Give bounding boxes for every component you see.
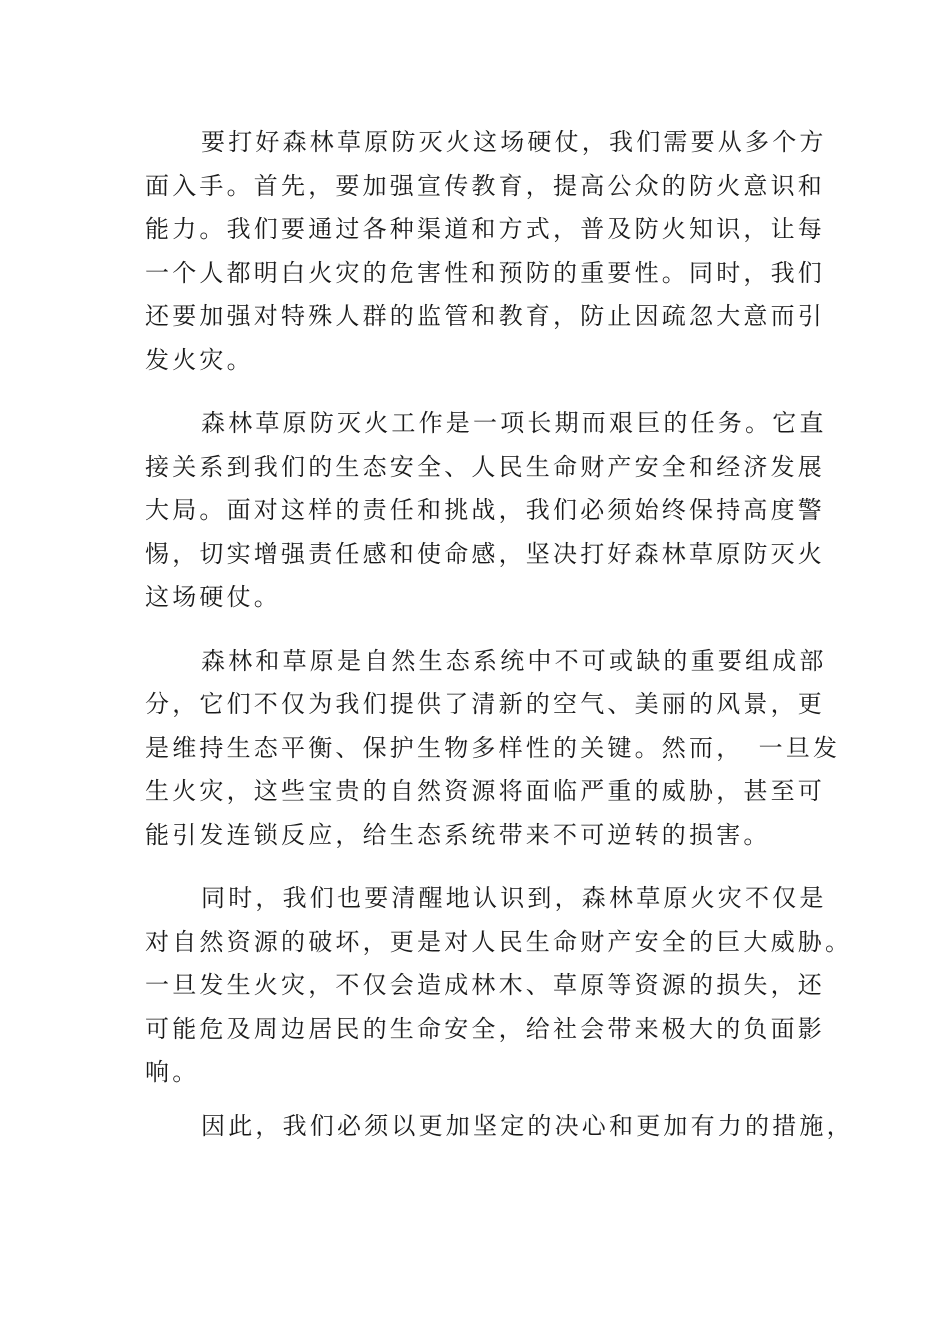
paragraph-line: 一个人都明白火灾的危害性和预防的重要性。同时，我们: [145, 258, 825, 287]
paragraph-line: 要打好森林草原防灭火这场硬仗，我们需要从多个方: [201, 128, 827, 156]
paragraph-line: 一旦发生火灾，不仅会造成林木、草原等资源的损失，还: [145, 971, 825, 999]
paragraph-line: 还要加强对特殊人群的监管和教育，防止因疏忽大意而引: [145, 302, 825, 330]
paragraph-1: [145, 121, 830, 382]
paragraph-line: 森林和草原是自然生态系统中不可或缺的重要组成部: [201, 646, 827, 675]
paragraph-line: 大局。面对这样的责任和挑战，我们必须始终保持高度警: [145, 496, 825, 524]
paragraph-line: 对自然资源的破坏，更是对人民生命财产安全的巨大威胁。: [145, 927, 853, 956]
paragraph-line: 响。: [145, 1058, 200, 1086]
paragraph-3: [145, 640, 841, 858]
paragraph-2: [145, 402, 830, 620]
paragraph-line: 分，它们不仅为我们提供了清新的空气、美丽的风景，更: [145, 690, 825, 718]
paragraph-line: 面入手。首先，要加强宣传教育，提高公众的防火意识和: [145, 171, 825, 200]
paragraph-line: 可能危及周边居民的生命安全，给社会带来极大的负面影: [145, 1014, 825, 1043]
paragraph-4: [145, 877, 853, 1095]
paragraph-line: 这场硬仗。: [145, 583, 281, 611]
paragraph-5: [145, 1105, 854, 1149]
paragraph-line: 生火灾，这些宝贵的自然资源将面临严重的威胁，甚至可: [145, 777, 825, 805]
paragraph-line: 发火灾。: [145, 345, 254, 374]
paragraph-line: 能引发连锁反应，给生态系统带来不可逆转的损害。: [145, 820, 771, 849]
paragraph-line: 接关系到我们的生态安全、人民生命财产安全和经济发展: [145, 452, 825, 481]
document-body: [145, 121, 854, 1148]
paragraph-line: 惕，切实增强责任感和使命感，坚决打好森林草原防灭火: [145, 539, 825, 568]
paragraph-line: 是维持生态平衡、保护生物多样性的关键。然而， 一旦发: [145, 733, 841, 762]
paragraph-line: 因此，我们必须以更加坚定的决心和更加有力的措施，: [201, 1111, 854, 1140]
paragraph-line: 森林草原防灭火工作是一项长期而艰巨的任务。它直: [201, 409, 827, 437]
paragraph-line: 同时，我们也要清醒地认识到，森林草原火灾不仅是: [201, 884, 827, 912]
paragraph-line: 能力。我们要通过各种渠道和方式，普及防火知识，让每: [145, 215, 825, 243]
